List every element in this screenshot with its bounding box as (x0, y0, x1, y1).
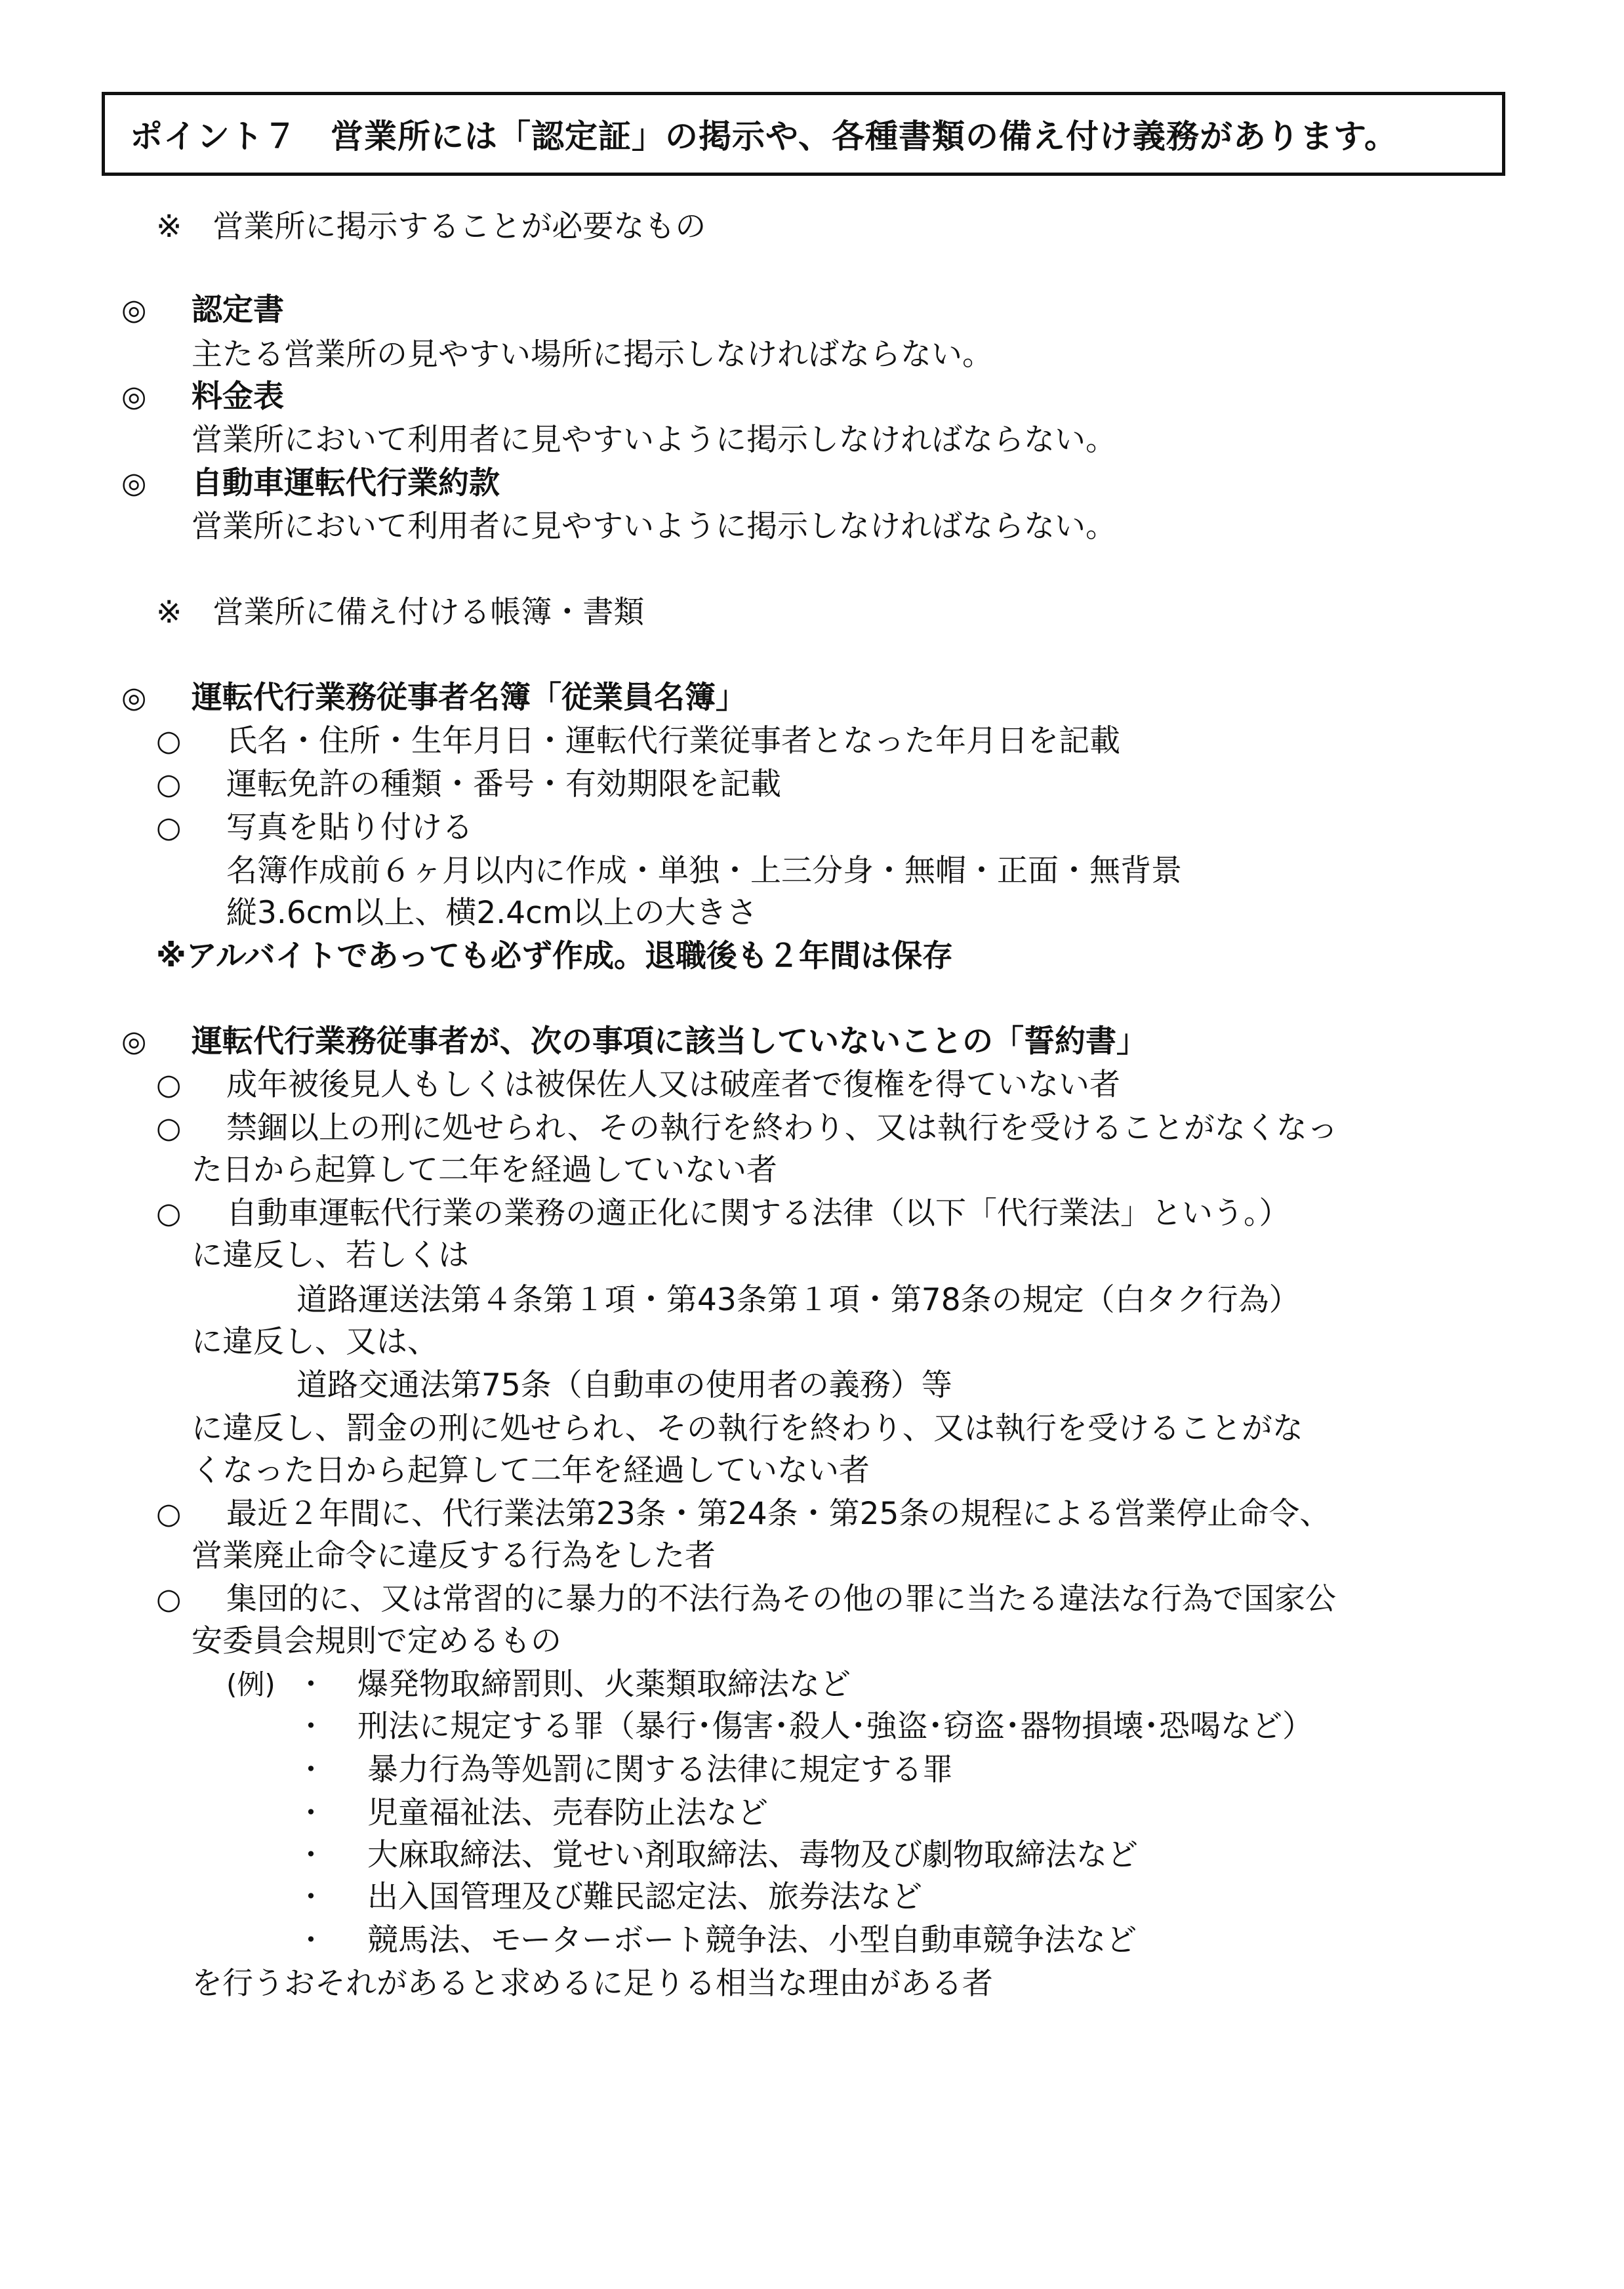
double-circle-icon: ◎ (121, 466, 147, 500)
roster-note: ※アルバイトであっても必ず作成。退職後も２年間は保存 (156, 938, 954, 974)
example-label: (例) (226, 1668, 275, 1701)
circle-icon: ○ (156, 811, 182, 844)
pledge-cond-3c: 道路運送法第４条第１項・第43条第１項・第78条の規定（白タク行為） (296, 1282, 1300, 1318)
example-item: 爆発物取締罰則、火薬類取締法など (357, 1666, 851, 1702)
circle-icon: ○ (156, 1068, 182, 1102)
section1-heading: ※ 営業所に掲示することが必要なもの (156, 209, 706, 245)
pledge-cond-3a: 自動車運転代行業の業務の適正化に関する法律（以下「代行業法」という。） (226, 1195, 1290, 1231)
circle-icon: ○ (156, 1197, 182, 1230)
pledge-cond-3e: 道路交通法第75条（自動車の使用者の義務）等 (296, 1367, 952, 1403)
pledge-cond-3g: くなった日から起算して二年を経過していない者 (192, 1453, 870, 1489)
roster-item-3-detail-2: 縦3.6cm以上、横2.4cm以上の大きさ (226, 895, 758, 931)
pledge-closing: を行うおそれがあると求めるに足りる相当な理由がある者 (192, 1966, 993, 2002)
pledge-cond-5b: 安委員会規則で定めるもの (192, 1623, 561, 1659)
example-item: 出入国管理及び難民認定法、旅券法など (367, 1879, 922, 1915)
item-label-yakkan: 自動車運転代行業約款 (192, 465, 500, 501)
pledge-cond-2b: た日から起算して二年を経過していない者 (192, 1152, 777, 1188)
example-item: 暴力行為等処罰に関する法律に規定する罪 (367, 1752, 953, 1788)
bullet-icon: ・ (296, 1924, 325, 1957)
bullet-icon: ・ (296, 1668, 325, 1701)
double-circle-icon: ◎ (121, 380, 147, 413)
roster-item-1: 氏名・住所・生年月日・運転代行業従事者となった年月日を記載 (226, 723, 1120, 759)
pledge-cond-3f: に違反し、罰金の刑に処せられ、その執行を終わり、又は執行を受けることがな (192, 1411, 1303, 1447)
bullet-icon: ・ (296, 1880, 325, 1914)
pledge-cond-4b: 営業廃止命令に違反する行為をした者 (192, 1538, 716, 1574)
pledge-cond-5a: 集団的に、又は常習的に暴力的不法行為その他の罪に当たる違法な行為で国家公 (226, 1581, 1336, 1617)
double-circle-icon: ◎ (121, 1025, 147, 1058)
pledge-cond-3d: に違反し、又は、 (192, 1324, 438, 1360)
example-item: 児童福祉法、売春防止法など (367, 1795, 768, 1831)
pledge-cond-3b: に違反し、若しくは (192, 1237, 469, 1273)
pledge-cond-2a: 禁錮以上の刑に処せられ、その執行を終わり、又は執行を受けることがなくなっ (226, 1110, 1338, 1146)
item-text-ryokin: 営業所において利用者に見やすいように掲示しなければならない。 (192, 422, 1116, 458)
bullet-icon: ・ (296, 1838, 325, 1872)
roster-item-2: 運転免許の種類・番号・有効期限を記載 (226, 766, 781, 802)
circle-icon: ○ (156, 1111, 182, 1145)
roster-item-3-detail-1: 名簿作成前６ヶ月以内に作成・単独・上三分身・無帽・正面・無背景 (226, 853, 1182, 889)
pledge-cond-1: 成年被後見人もしくは被保佐人又は破産者で復権を得ていない者 (226, 1067, 1120, 1103)
page-title: ポイント７ 営業所には「認定証」の掲示や、各種書類の備え付け義務があります。 (102, 92, 1505, 176)
double-circle-icon: ◎ (121, 293, 147, 327)
circle-icon: ○ (156, 768, 182, 801)
bullet-icon: ・ (296, 1710, 325, 1743)
item-label-nintei: 認定書 (192, 292, 284, 328)
roster-item-3: 写真を貼り付ける (226, 810, 473, 846)
double-circle-icon: ◎ (121, 681, 147, 714)
bullet-icon: ・ (296, 1796, 325, 1830)
example-item: 競馬法、モーターボート競争法、小型自動車競争法など (367, 1922, 1137, 1958)
item-text-nintei: 主たる営業所の見やすい場所に掲示しなければならない。 (192, 337, 993, 373)
circle-icon: ○ (156, 1497, 182, 1531)
pledge-label: 運転代行業務従事者が、次の事項に該当していないことの「誓約書」 (192, 1023, 1147, 1060)
item-text-yakkan: 営業所において利用者に見やすいように掲示しなければならない。 (192, 508, 1116, 545)
pledge-cond-4a: 最近２年間に、代行業法第23条・第24条・第25条の規程による営業停止命令、 (226, 1496, 1331, 1532)
example-item: 大麻取締法、覚せい剤取締法、毒物及び劇物取締法など (367, 1837, 1138, 1873)
item-label-ryokin: 料金表 (192, 379, 284, 415)
bullet-icon: ・ (296, 1753, 325, 1786)
roster-label: 運転代行業務従事者名簿「従業員名簿」 (192, 680, 746, 716)
section2-heading: ※ 営業所に備え付ける帳簿・書類 (156, 594, 645, 630)
circle-icon: ○ (156, 1582, 182, 1616)
circle-icon: ○ (156, 724, 182, 758)
example-item: 刑法に規定する罪（暴行･傷害･殺人･強盗･窃盗･器物損壊･恐喝など） (357, 1708, 1313, 1744)
